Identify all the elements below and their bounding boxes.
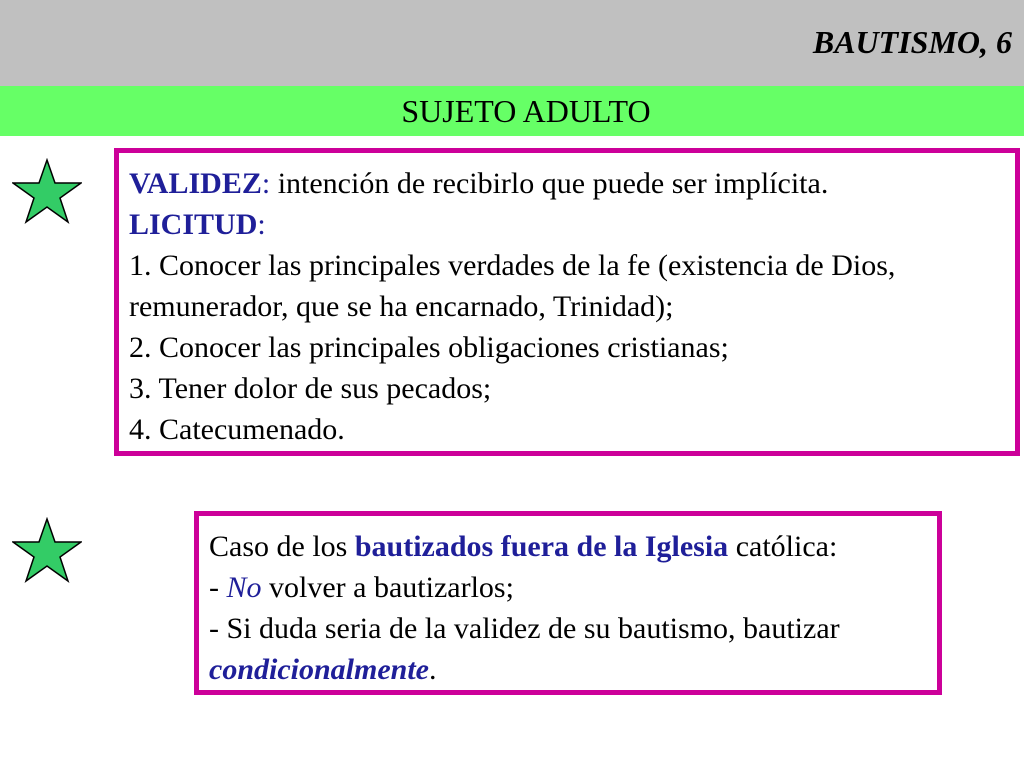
conditional-line	[209, 649, 937, 690]
list-item: 1. Conocer las principales verdades de la fe (existencia de Dios,	[129, 249, 896, 282]
validez-colon: :	[261, 167, 271, 200]
no-emphasis: No	[226, 571, 262, 604]
slide-title: BAUTISMO, 6	[812, 24, 1012, 60]
validez-line	[129, 163, 1015, 204]
subtitle: SUJETO ADULTO	[401, 93, 651, 129]
header-bar	[0, 0, 1024, 86]
case-post: católica:	[728, 530, 838, 563]
period: .	[429, 653, 437, 686]
licitud-colon: :	[257, 208, 266, 241]
doubt-line: - Si duda seria de la validez de su bautismo, bautizar	[209, 612, 840, 645]
no-rebaptize-text: volver a bautizarlos;	[261, 571, 514, 604]
requirements-box	[114, 148, 1020, 456]
validez-label: VALIDEZ	[129, 167, 262, 200]
case-emphasis: bautizados fuera de la Iglesia	[354, 530, 729, 563]
subtitle-bar	[0, 86, 1024, 136]
list-item: 3. Tener dolor de sus pecados;	[129, 372, 492, 405]
star-icon	[12, 158, 82, 224]
list-item: remunerador, que se ha encarnado, Trinidad);	[129, 290, 674, 323]
conditional-emphasis: condicionalmente	[209, 653, 429, 686]
validez-text: intención de recibirlo que puede ser implícita.	[270, 167, 829, 200]
list-item: 2. Conocer las principales obligaciones cristianas;	[129, 331, 729, 364]
list-item: 4. Catecumenado.	[129, 413, 345, 446]
case-line	[209, 526, 937, 567]
no-rebaptize-line	[209, 567, 937, 608]
star-icon	[12, 517, 82, 583]
dash: -	[209, 571, 227, 604]
baptized-outside-box	[194, 511, 942, 695]
licitud-label: LICITUD	[129, 208, 258, 241]
case-pre: Caso de los	[209, 530, 355, 563]
licitud-line	[129, 204, 1015, 245]
